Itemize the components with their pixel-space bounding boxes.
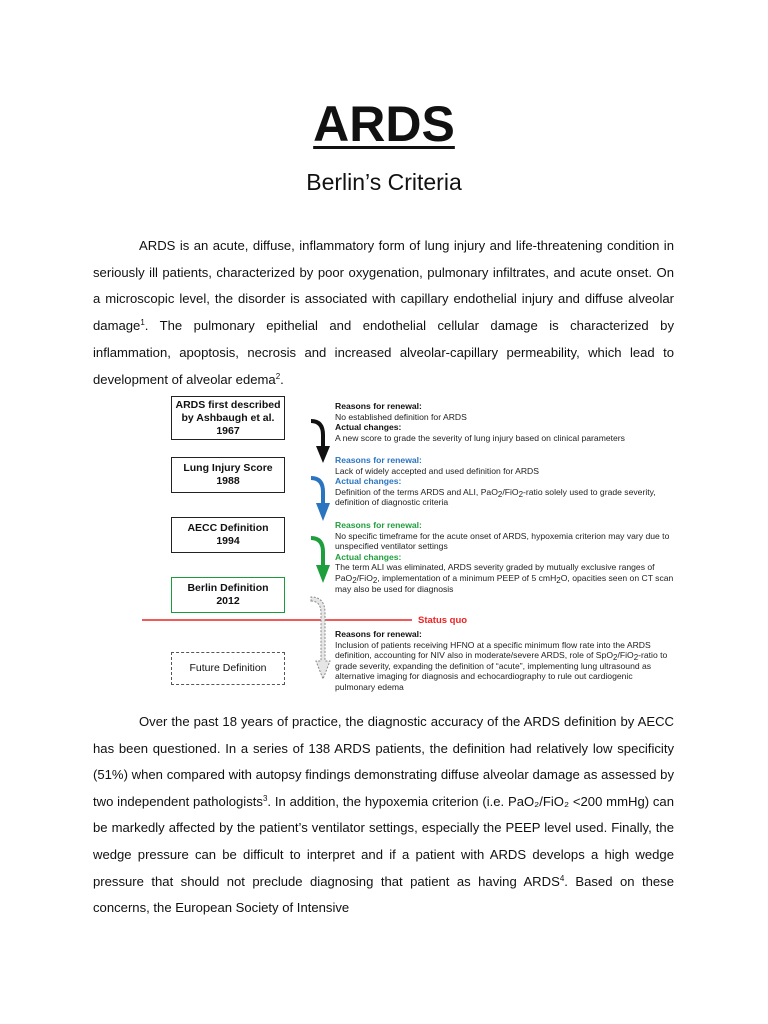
timeline-box-1967: ARDS first described by Ashbaugh et al. 1967	[171, 396, 285, 440]
paragraph-intro: ARDS is an acute, diffuse, inflammatory form of lung injury and life-threatening condition in seriously ill patients, characterized by poor oxygenation, pulmonary infiltrates, and acute onset. On a microscopic level, the disorder is associated with capillary endothelial injury and diffuse alveolar damage$^1$. The pulmonary epithelial and endothelial cellular damage is characterized by inflammation, apoptosis, necrosis and increased alveolar-capillary permeability, which lead to development of alveolar edema$^2$.	[93, 238, 674, 387]
reference-1: 1	[140, 318, 145, 328]
text-group-1994: Reasons for renewal: No specific timeframe for the acute onset of ARDS, hypoxemia criterion may vary due to unspecified ventilator settings Actual changes: The term ALI was eliminated, ARDS severity graded by mutually exclusive ranges of PaO$_2$/FiO$_2$, implementation of a minimum PEEP of 5 cmH$_2$O, opacities seen on CT scan may also be used for diagnosis	[335, 520, 674, 594]
status-quo-label: Status quo	[418, 615, 468, 626]
reference-4: 4	[559, 873, 565, 883]
reference-3: 3	[262, 793, 268, 803]
reference-2: 2	[275, 371, 281, 381]
text-group-future: Reasons for renewal: Inclusion of patients receiving HFNO at a specific minimum flow rate into the ARDS definition, accounting for NIV also in moderate/severe ARDS, role of SpO$_2$/FiO$_2$-ratio to grade severity, expanding the definition of “acute”, implementing lung ultrasound as alternative imaging for diagnosis and echocardiography to rule out cardiogenic pulmonary edema	[335, 629, 668, 692]
timeline-box-2012: Berlin Definition 2012	[171, 577, 285, 613]
timeline-box-future: Future Definition	[171, 652, 285, 685]
document-title: ARDS	[313, 96, 455, 152]
timeline-box-1994: AECC Definition 1994	[171, 517, 285, 553]
arrow-future-icon	[311, 597, 330, 679]
text-group-1988: Reasons for renewal: Lack of widely accepted and used definition for ARDS Actual changes: Definition of the terms ARDS and ALI, PaO$_2$/FiO$_2$-ratio solely used to grade severity, definition of diagnostic criteria	[335, 455, 656, 508]
timeline-box-1988: Lung Injury Score 1988	[171, 457, 285, 493]
arrow-blue-icon	[311, 476, 330, 521]
arrow-black-icon	[311, 419, 330, 463]
text-group-1967: Reasons for renewal: No established definition for ARDS Actual changes: A new score to grade the severity of lung injury based on clinical parameters	[335, 401, 625, 443]
ards-timeline-figure	[138, 393, 678, 706]
paragraph-diagnostic-accuracy: Over the past 18 years of practice, the diagnostic accuracy of the ARDS definition by AECC has been questioned. In a series of 138 ARDS patients, the definition had relatively low specificity (51%) when compared with autopsy findings demonstrating diffuse alveolar damage as assessed by two independent pathologists$^3$. In addition, the hypoxemia criterion (i.e. PaO₂/FiO₂ <200 mmHg) can be markedly affected by the patient’s ventilator settings, especially the PEEP level used. Finally, the wedge pressure can be difficult to interpret and if a patient with ARDS develops a high wedge pressure that should not preclude diagnosing that patient as having ARDS$^4$. Based on these concerns, the European Society of Intensive	[93, 714, 674, 916]
arrow-green-icon	[311, 536, 330, 583]
document-subtitle: Berlin’s Criteria	[306, 169, 462, 195]
